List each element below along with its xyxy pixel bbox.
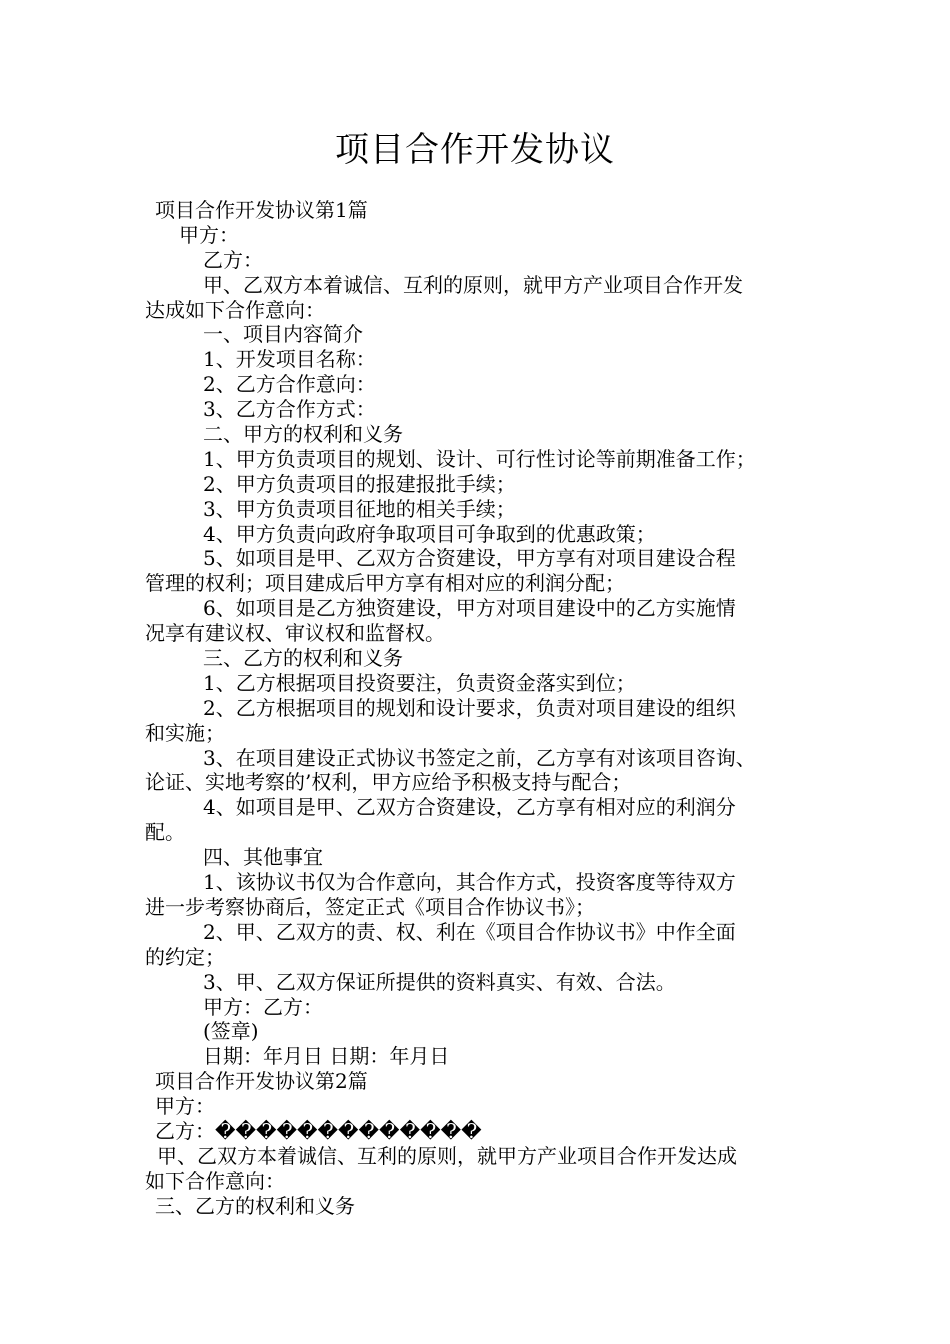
section-heading-1: 项目合作开发协议第1篇 (155, 198, 368, 222)
list-item: 5、如项目是甲、乙双方合资建设，甲方享有对项目建设合程 (203, 546, 736, 571)
list-item-continuation: 和实施； (145, 720, 225, 745)
party-a-label: 甲方： (155, 1094, 215, 1119)
list-item: 2、乙方合作意向： (203, 372, 376, 397)
list-item-continuation: 论证、实地考察的’权利，甲方应给予积极支持与配合； (145, 770, 632, 795)
party-b-label: 乙方： (203, 247, 263, 272)
party-a-label: 甲方： (179, 222, 239, 247)
list-item: 4、如项目是甲、乙双方合资建设，乙方享有相对应的利润分 (203, 795, 736, 820)
subsection-heading: 三、乙方的权利和义务 (203, 646, 403, 671)
list-item: 2、甲、乙双方的责、权、利在《项目合作协议书》中作全面 (203, 919, 736, 944)
list-item: 4、甲方负责向政府争取项目可争取到的优惠政策； (203, 521, 656, 546)
list-item-continuation: 的约定； (145, 944, 225, 969)
document-body (145, 198, 825, 1219)
list-item: 3、在项目建设正式协议书签定之前，乙方享有对该项目咨询、 (203, 745, 756, 770)
list-item-continuation: 进一步考察协商后，签定正式《项目合作协议书》； (145, 894, 595, 919)
list-item: 1、乙方根据项目投资要注，负责资金落实到位； (203, 670, 636, 695)
list-item-continuation: 况享有建议权、审议权和监督权。 (145, 621, 445, 646)
party-b-label: 乙方：������������� (155, 1118, 482, 1143)
list-item: 1、开发项目名称： (203, 347, 376, 372)
subsection-heading: 三、乙方的权利和义务 (155, 1193, 355, 1218)
paragraph-line: 甲、乙双方本着诚信、互利的原则，就甲方产业项目合作开发达成 (157, 1143, 737, 1168)
list-item: 2、乙方根据项目的规划和设计要求，负责对项目建设的组织 (203, 695, 736, 720)
list-item: 1、该协议书仅为合作意向，其合作方式，投资客度等待双方 (203, 870, 736, 895)
list-item: 3、甲方负责项目征地的相关手续； (203, 496, 516, 521)
paragraph-line: 甲、乙双方本着诚信、互利的原则，就甲方产业项目合作开发 (203, 272, 743, 297)
list-item: 3、甲、乙双方保证所提供的资料真实、有效、合法。 (203, 969, 676, 994)
signature-dates: 日期：年月日 日期：年月日 (203, 1044, 450, 1069)
document-title: 项目合作开发协议 (335, 130, 615, 170)
subsection-heading: 四、其他事宜 (203, 845, 323, 870)
list-item: 3、乙方合作方式： (203, 397, 376, 422)
section-heading-2: 项目合作开发协议第2篇 (155, 1069, 368, 1094)
subsection-heading: 二、甲方的权利和义务 (203, 422, 403, 447)
list-item-continuation: 管理的权利；项目建成后甲方享有相对应的利润分配； (145, 571, 625, 596)
subsection-heading: 一、项目内容简介 (203, 322, 363, 347)
signature-parties: 甲方：乙方： (203, 994, 323, 1019)
list-item: 6、如项目是乙方独资建设，甲方对项目建设中的乙方实施情 (203, 596, 736, 621)
list-item: 1、甲方负责项目的规划、设计、可行性讨论等前期准备工作； (203, 446, 756, 471)
paragraph-line: 如下合作意向： (145, 1168, 285, 1193)
list-item: 2、甲方负责项目的报建报批手续； (203, 471, 516, 496)
paragraph-line: 达成如下合作意向： (145, 297, 325, 322)
signature-seal: (签章) (203, 1019, 259, 1044)
list-item-continuation: 配。 (145, 820, 185, 845)
